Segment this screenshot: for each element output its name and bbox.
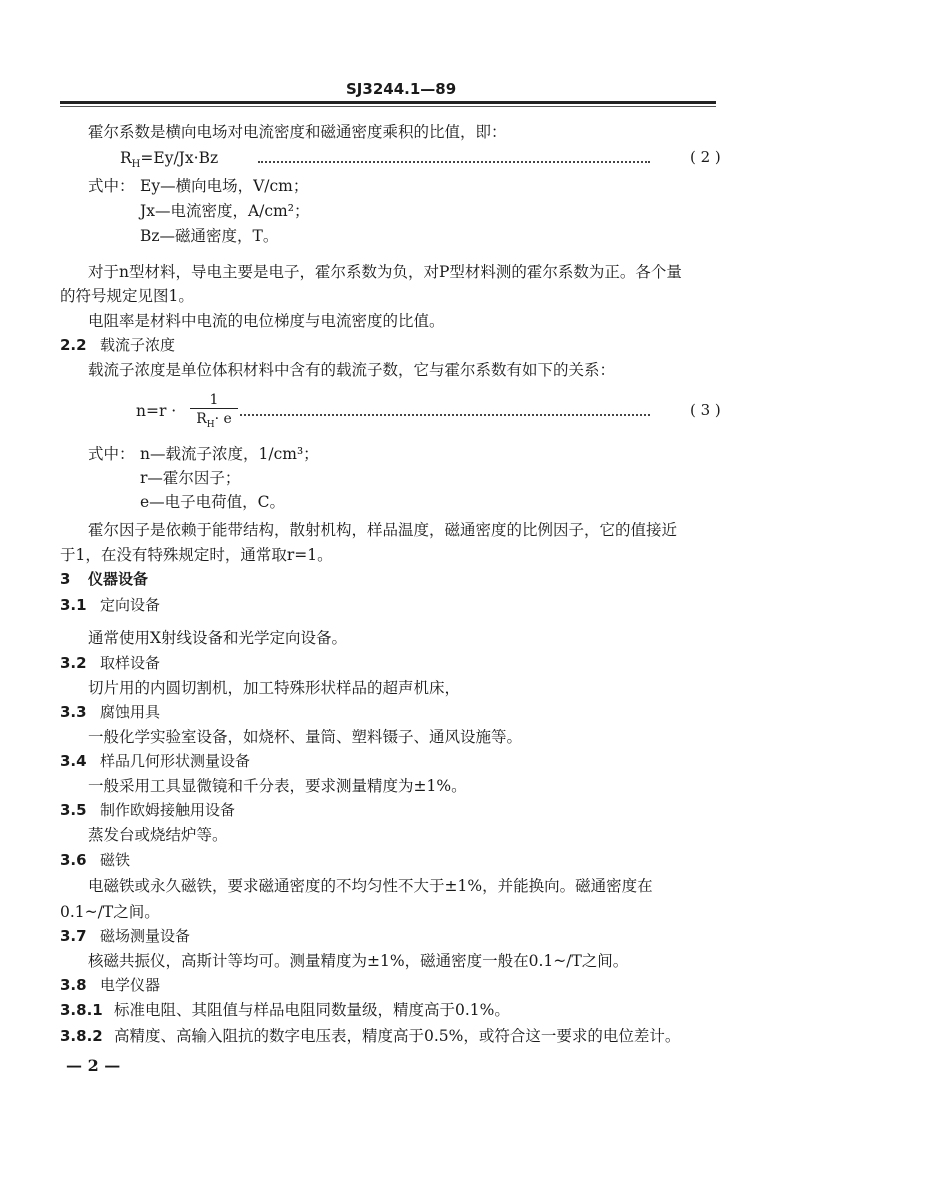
section-number: 2.2	[60, 336, 87, 354]
hall-where-jx: Jx—电流密度，A/cm²；	[140, 202, 310, 220]
section-title: 样品几何形状测量设备	[100, 752, 251, 770]
hall-formula-leader	[258, 161, 650, 163]
section-number: 3.1	[60, 596, 87, 614]
section-text: 高精度、高输入阻抗的数字电压表，精度高于0.5%，或符合这一要求的电位差计。	[114, 1027, 681, 1045]
section-3-4-heading	[60, 751, 250, 771]
equation-number-3: ( 3 )	[690, 401, 721, 419]
fraction-numerator: 1	[209, 392, 219, 408]
section-3-8-1	[60, 1000, 510, 1020]
hall-where-label: 式中：	[88, 177, 135, 195]
section-3-8-heading	[60, 975, 160, 995]
concentration-fraction	[190, 392, 238, 434]
section-number: 3.8.2	[60, 1027, 103, 1045]
section-3-5-heading	[60, 800, 235, 820]
hall-paragraph-1a: 对于n型材料，导电主要是电子，霍尔系数为负，对P型材料测的霍尔系数为正。各个量	[88, 263, 682, 281]
page-number: — 2 —	[66, 1056, 121, 1075]
section-title: 腐蚀用具	[100, 703, 161, 721]
section-number: 3.5	[60, 801, 87, 819]
section-number: 3.8.1	[60, 1001, 103, 1019]
section-title: 仪器设备	[88, 570, 149, 588]
section-3-2-heading	[60, 653, 160, 673]
fraction-denominator: $R_H\cdot e$	[190, 408, 238, 434]
header-rule	[60, 101, 716, 104]
section-title: 磁场测量设备	[100, 927, 191, 945]
section-2-2-intro: 载流子浓度是单位体积材料中含有的载流子数，它与霍尔系数有如下的关系：	[88, 361, 616, 379]
hall-where-ey: Ey—横向电场，V/cm；	[140, 177, 309, 195]
hall-paragraph-2: 电阻率是材料中电流的电位梯度与电流密度的比值。	[88, 312, 445, 330]
section-title: 定向设备	[100, 596, 161, 614]
section-number: 3.4	[60, 752, 87, 770]
section-title: 制作欧姆接触用设备	[100, 801, 236, 819]
section-3-7-text: 核磁共振仪，高斯计等均可。测量精度为±1%，磁通密度一般在0.1~/T之间。	[88, 952, 629, 970]
section-number: 3.8	[60, 976, 87, 994]
concentration-formula-lhs: n=r ·	[136, 402, 177, 420]
section-3-7-heading	[60, 926, 190, 946]
section-number: 3	[60, 570, 71, 588]
concentration-formula-leader	[240, 414, 650, 416]
section-number: 3.2	[60, 654, 87, 672]
header-rule-thin	[60, 106, 716, 107]
concentration-where-e: e—电子电荷值，C。	[140, 493, 286, 511]
hall-where-bz: Bz—磁通密度，T。	[140, 227, 279, 245]
section-3-1-text: 通常使用X射线设备和光学定向设备。	[88, 629, 348, 647]
concentration-where-label: 式中：	[88, 445, 135, 463]
section-3-4-text: 一般采用工具显微镜和千分表，要求测量精度为±1%。	[88, 777, 467, 795]
section-3-5-text: 蒸发台或烧结炉等。	[88, 826, 228, 844]
document-number: SJ3244.1—89	[346, 80, 457, 98]
hall-definition: 霍尔系数是横向电场对电流密度和磁通密度乘积的比值，即：	[88, 123, 507, 141]
section-2-2-heading	[60, 335, 175, 355]
hall-paragraph-1b: 的符号规定见图1。	[60, 287, 194, 305]
section-number: 3.6	[60, 851, 87, 869]
section-3-3-text: 一般化学实验室设备，如烧杯、量筒、塑料镊子、通风设施等。	[88, 728, 523, 746]
hall-factor-paragraph-a: 霍尔因子是依赖于能带结构，散射机构，样品温度，磁通密度的比例因子，它的值接近	[88, 521, 678, 539]
section-3-heading	[60, 569, 148, 589]
section-3-8-2	[60, 1026, 680, 1046]
hall-formula: $R_H=Ey/Jx\cdot Bz$	[120, 149, 219, 171]
section-number: 3.3	[60, 703, 87, 721]
section-title: 取样设备	[100, 654, 161, 672]
section-number: 3.7	[60, 927, 87, 945]
section-text: 标准电阻、其阻值与样品电阻同数量级，精度高于0.1%。	[114, 1001, 510, 1019]
section-3-3-heading	[60, 702, 160, 722]
equation-number-2: ( 2 )	[690, 148, 721, 166]
section-3-6-heading	[60, 850, 130, 870]
hall-factor-paragraph-b: 于1，在没有特殊规定时，通常取r=1。	[60, 546, 333, 564]
section-3-1-heading	[60, 595, 160, 615]
section-3-6-text-a: 电磁铁或永久磁铁，要求磁通密度的不均匀性不大于±1%，并能换向。磁通密度在	[88, 877, 653, 895]
concentration-where-r: r—霍尔因子；	[140, 469, 241, 487]
section-title: 磁铁	[100, 851, 131, 869]
section-title: 电学仪器	[100, 976, 161, 994]
section-3-6-text-b: 0.1~/T之间。	[60, 903, 160, 921]
section-3-2-text: 切片用的内圆切割机，加工特殊形状样品的超声机床，	[88, 679, 461, 697]
section-title: 载流子浓度	[100, 336, 176, 354]
concentration-where-n: n—载流子浓度，1/cm³；	[140, 445, 319, 463]
